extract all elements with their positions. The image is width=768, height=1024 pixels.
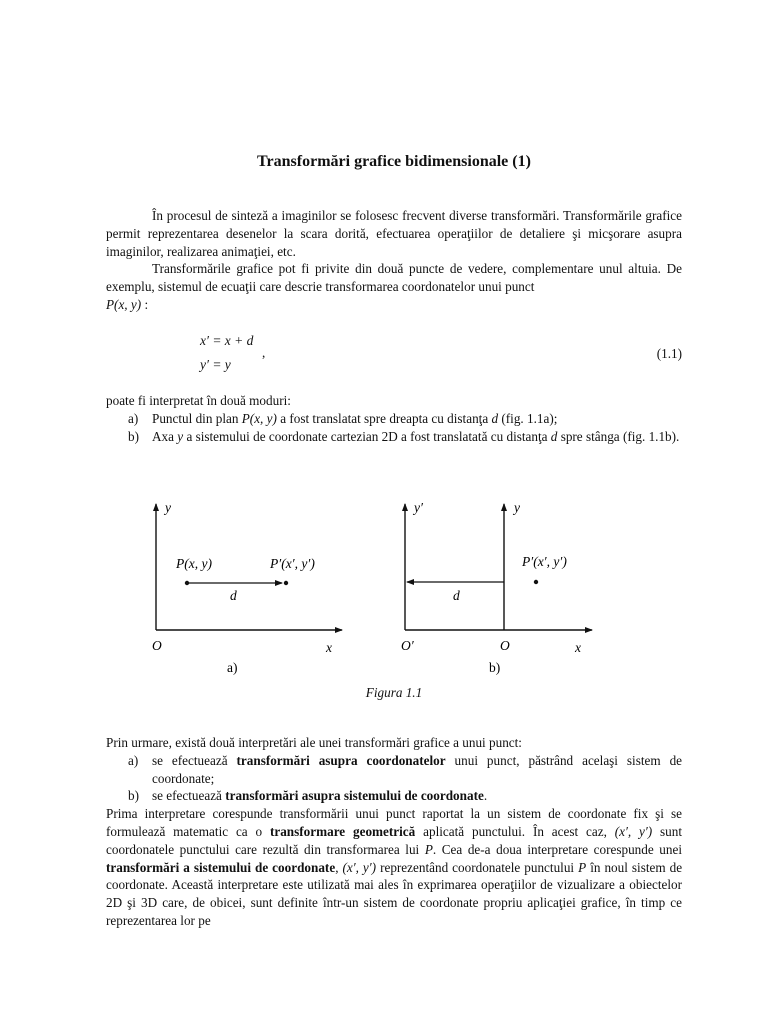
equation-comma: , — [262, 345, 266, 360]
paragraph-text: reprezentând coordonatele punctului — [380, 859, 575, 875]
figure-b — [401, 500, 592, 675]
list-item — [106, 752, 682, 788]
conclusion-lead: Prin urmare, există două interpretări ale unei transformări grafice a unui punct: — [106, 735, 522, 750]
figure-1-1 — [106, 490, 682, 680]
item-bold-text: transformări asupra sistemului de coordonate — [225, 788, 484, 804]
figure-caption: Figura 1.1 — [365, 685, 423, 700]
item-text: se efectuează — [152, 788, 222, 804]
figure-b-sublabel: b) — [489, 660, 501, 675]
conclusion-paragraph — [106, 805, 682, 930]
intro-paragraph-1: În procesul de sinteză a imaginilor se folosesc frecvent diverse transformări. Transformările grafice permit reprezentarea desenelor la scara dorită, efectuarea operaţiilor de detaliere şi micşorare asupra imaginilor, realizarea animaţiei, etc. — [106, 208, 682, 259]
distance-d: d — [550, 428, 558, 444]
coordinates-prime: (x′, y′) — [342, 859, 377, 875]
point-p-prime-dot — [534, 580, 538, 584]
axis-y: y — [177, 428, 184, 444]
point-p-label: P(x, y) — [176, 556, 212, 571]
coordinates-prime: (x′, y′) — [614, 823, 653, 839]
origin-prime-label: O′ — [401, 638, 414, 653]
document-title: Transformări grafice bidimensionale (1) — [257, 153, 531, 170]
x-axis-label: x — [326, 640, 332, 655]
list-marker: a) — [128, 752, 139, 768]
item-text: Axa — [152, 428, 174, 444]
paragraph-text: aplicată punctului. În acest caz, — [423, 823, 607, 839]
list-item — [106, 410, 682, 428]
item-text: a sistemului de coordonate cartezian 2D a fost translatată cu distanţa — [186, 428, 548, 444]
list-marker: b) — [128, 428, 139, 444]
conclusion-section — [106, 734, 682, 930]
y-axis-label: y — [165, 500, 171, 515]
point-p: P(x, y) — [241, 410, 277, 426]
item-text: (fig. 1.1a); — [501, 410, 558, 426]
distance-label: d — [453, 588, 460, 603]
x-axis-label: x — [575, 640, 581, 655]
list-marker: b) — [128, 788, 139, 804]
point-p-prime-dot — [284, 581, 288, 585]
point-p-dot — [185, 581, 189, 585]
colon: : — [141, 296, 149, 312]
item-text: . — [483, 788, 488, 804]
item-bold-text: transformări asupra coordonatelor — [236, 752, 446, 768]
figure-a-sublabel: a) — [227, 660, 238, 675]
paragraph-text: sunt coordonatele punctului care rezultă din transformarea lui — [106, 823, 682, 857]
equation-line-1: x′ = x + d — [200, 333, 254, 348]
list-marker: a) — [128, 410, 139, 426]
item-text: Punctul din plan — [152, 410, 239, 426]
origin-label: O — [152, 638, 162, 653]
point-p: P — [578, 859, 587, 875]
list-item — [106, 428, 682, 446]
item-text: se efectuează — [152, 752, 228, 768]
intro-paragraph-2-text: Transformările grafice pot fi privite din două puncte de vedere, complementare unul altuia. De exemplu, sistemul de ecuaţii care descrie transformarea coordonatelor unui punct — [106, 261, 682, 295]
item-text: spre stânga (fig. 1.1b). — [560, 428, 680, 444]
point-p-prime-label: P′(x′, y′) — [270, 556, 315, 571]
paragraph-bold-text: transformare geometrică — [269, 823, 416, 839]
y-prime-axis-label: y′ — [414, 500, 423, 515]
distance-d: d — [491, 410, 499, 426]
intro-paragraph-2 — [106, 260, 682, 313]
document-page — [106, 0, 682, 1024]
y-axis-label: y — [514, 500, 520, 515]
point-p-prime-label: P′(x′, y′) — [522, 554, 567, 569]
paragraph-text: . Cea de-a doua interpretare corespunde unei — [432, 841, 683, 857]
paragraph-text: în noul sistem de coordonate. Această interpretare este utilizată mai ales în exprimarea operaţiilor de vizualizare a obiectelor 2D şi 3D care, de obicei, sunt definite într-un sistem de coordonate propriu aplicaţiei grafice, în timp ce reprezentarea lor pe — [106, 859, 683, 928]
paragraph-text: , — [335, 859, 339, 875]
distance-label: d — [230, 588, 237, 603]
item-text: unui punct, păstrând acelaşi sistem de coordonate; — [152, 752, 683, 786]
point-p: P(x, y) — [106, 296, 142, 312]
paragraph-text: Prima interpretare corespunde transformării unui punct raportat la un sistem de coordonate fix şi se formulează matematic ca o — [106, 806, 682, 839]
interpretations-list — [106, 410, 682, 446]
origin-label: O — [500, 638, 510, 653]
intro-section — [106, 207, 682, 314]
interpretations-section — [106, 392, 682, 445]
equation-number: (1.1) — [656, 346, 682, 361]
equation-line-2: y′ = y — [200, 357, 231, 372]
conclusion-list — [106, 752, 682, 805]
item-text: a fost translatat spre dreapta cu distanţa — [280, 410, 489, 426]
paragraph-bold-text: transformări a sistemului de coordonate — [106, 859, 336, 875]
list-item — [106, 787, 682, 805]
figure-a — [152, 500, 342, 675]
point-p: P — [424, 841, 433, 857]
interpretations-lead: poate fi interpretat în două moduri: — [106, 393, 291, 408]
